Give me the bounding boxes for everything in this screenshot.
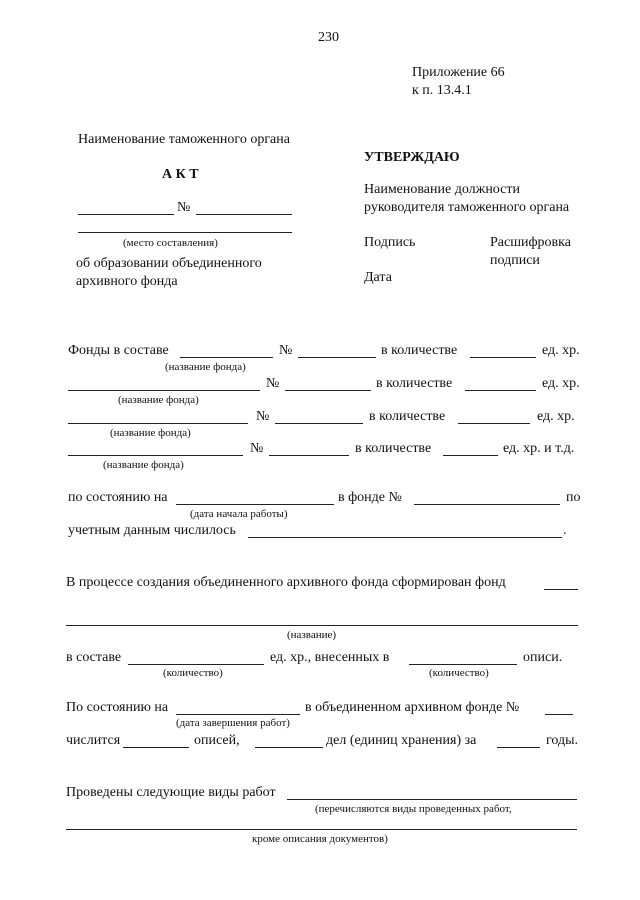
- counted-period: .: [563, 523, 567, 538]
- final-as-of-label: По состоянию на: [66, 700, 169, 715]
- act-date-field[interactable]: [78, 214, 174, 215]
- fund-unit-3: ед. хр.: [537, 409, 575, 424]
- act-number-sign: №: [177, 200, 191, 215]
- place-caption: (место составления): [123, 237, 218, 249]
- customs-org-name: Наименование таможенного органа: [78, 132, 290, 147]
- inventories-label: описи.: [523, 650, 563, 665]
- works-label: Проведены следующие виды работ: [66, 785, 276, 800]
- appendix-label: Приложение 66: [412, 65, 505, 80]
- inventories-quantity-caption: (количество): [429, 667, 489, 679]
- fund-name-caption-1: (название фонда): [165, 361, 246, 373]
- counted-field[interactable]: [248, 537, 562, 538]
- status-as-of-label: по состоянию на: [68, 490, 168, 505]
- works-caption-2: кроме описания документов): [252, 833, 388, 845]
- fund-name-caption-3: (название фонда): [110, 427, 191, 439]
- formation-name-caption: (название): [287, 629, 337, 641]
- date-label: Дата: [364, 270, 392, 285]
- units-quantity-caption: (количество): [163, 667, 223, 679]
- inventories-count-field[interactable]: [123, 747, 189, 748]
- fund-name-field-1[interactable]: [180, 357, 273, 358]
- counts-label: числится: [66, 733, 121, 748]
- in-fund-label: в фонде №: [338, 490, 402, 505]
- works-field-2[interactable]: [66, 829, 577, 830]
- signature-decoding-line1: Расшифровка: [490, 235, 571, 250]
- fund-number-field-2[interactable]: [285, 390, 371, 391]
- consisting-label: в составе: [66, 650, 122, 665]
- act-title: А К Т: [162, 167, 199, 182]
- formation-fund-field[interactable]: [544, 589, 578, 590]
- fund-unit-1: ед. хр.: [542, 343, 580, 358]
- fund-name-field-4[interactable]: [68, 455, 243, 456]
- fund-name-caption-2: (название фонда): [118, 394, 199, 406]
- files-count-label: дел (единиц хранения) за: [326, 733, 477, 748]
- fund-quantity-field-1[interactable]: [470, 357, 536, 358]
- fund-name-field-2[interactable]: [68, 390, 260, 391]
- fund-quantity-label-1: в количестве: [381, 343, 458, 358]
- inventories-quantity-field[interactable]: [409, 664, 517, 665]
- signature-decoding-line2: подписи: [490, 253, 540, 268]
- inventories-count-label: описей,: [194, 733, 240, 748]
- signature-label: Подпись: [364, 235, 416, 250]
- joint-fund-number-field[interactable]: [545, 714, 573, 715]
- formation-text: В процессе создания объединенного архивного фонда сформирован фонд: [66, 575, 506, 590]
- works-caption-1: (перечисляются виды проведенных работ,: [315, 803, 512, 815]
- fund-number-sign-3: №: [256, 409, 270, 424]
- units-quantity-field[interactable]: [128, 664, 264, 665]
- end-date-caption: (дата завершения работ): [176, 717, 290, 729]
- start-date-caption: (дата начала работы): [190, 508, 288, 520]
- position-line1: Наименование должности: [364, 182, 520, 197]
- approve-heading: УТВЕРЖДАЮ: [364, 150, 460, 165]
- act-subject-line1: об образовании объединенного: [76, 256, 262, 271]
- fund-quantity-field-4[interactable]: [443, 455, 498, 456]
- fund-number-field-3[interactable]: [275, 423, 363, 424]
- units-entered-label: ед. хр., внесенных в: [270, 650, 390, 665]
- place-field[interactable]: [78, 232, 292, 233]
- by-label: по: [566, 490, 581, 505]
- fund-quantity-label-4: в количестве: [355, 441, 432, 456]
- years-field[interactable]: [497, 747, 540, 748]
- files-count-field[interactable]: [255, 747, 323, 748]
- start-date-field[interactable]: [176, 504, 334, 505]
- fund-number-field-1[interactable]: [298, 357, 376, 358]
- fund-quantity-label-3: в количестве: [369, 409, 446, 424]
- counted-label: учетным данным числилось: [68, 523, 236, 538]
- years-label: годы.: [546, 733, 579, 748]
- fund-quantity-field-3[interactable]: [458, 423, 530, 424]
- appendix-reference: к п. 13.4.1: [412, 83, 472, 98]
- fund-unit-4: ед. хр. и т.д.: [503, 441, 575, 456]
- act-subject-line2: архивного фонда: [76, 274, 178, 289]
- position-line2: руководителя таможенного органа: [364, 200, 570, 215]
- fund-name-field-3[interactable]: [68, 423, 248, 424]
- fund-quantity-label-2: в количестве: [376, 376, 453, 391]
- in-joint-fund-label: в объединенном архивном фонде №: [305, 700, 520, 715]
- fund-unit-2: ед. хр.: [542, 376, 580, 391]
- act-number-field[interactable]: [196, 214, 292, 215]
- fund-number-sign-1: №: [279, 343, 293, 358]
- fund-quantity-field-2[interactable]: [465, 390, 536, 391]
- page-number: 230: [318, 30, 339, 45]
- fund-number-sign-2: №: [266, 376, 280, 391]
- fund-number-sign-4: №: [250, 441, 264, 456]
- fund-number-field-4[interactable]: [269, 455, 349, 456]
- end-date-field[interactable]: [176, 714, 300, 715]
- funds-intro: Фонды в составе: [68, 343, 169, 358]
- works-field-1[interactable]: [287, 799, 577, 800]
- fund-number-field[interactable]: [414, 504, 560, 505]
- fund-name-caption-4: (название фонда): [103, 459, 184, 471]
- formation-name-field[interactable]: [66, 625, 578, 626]
